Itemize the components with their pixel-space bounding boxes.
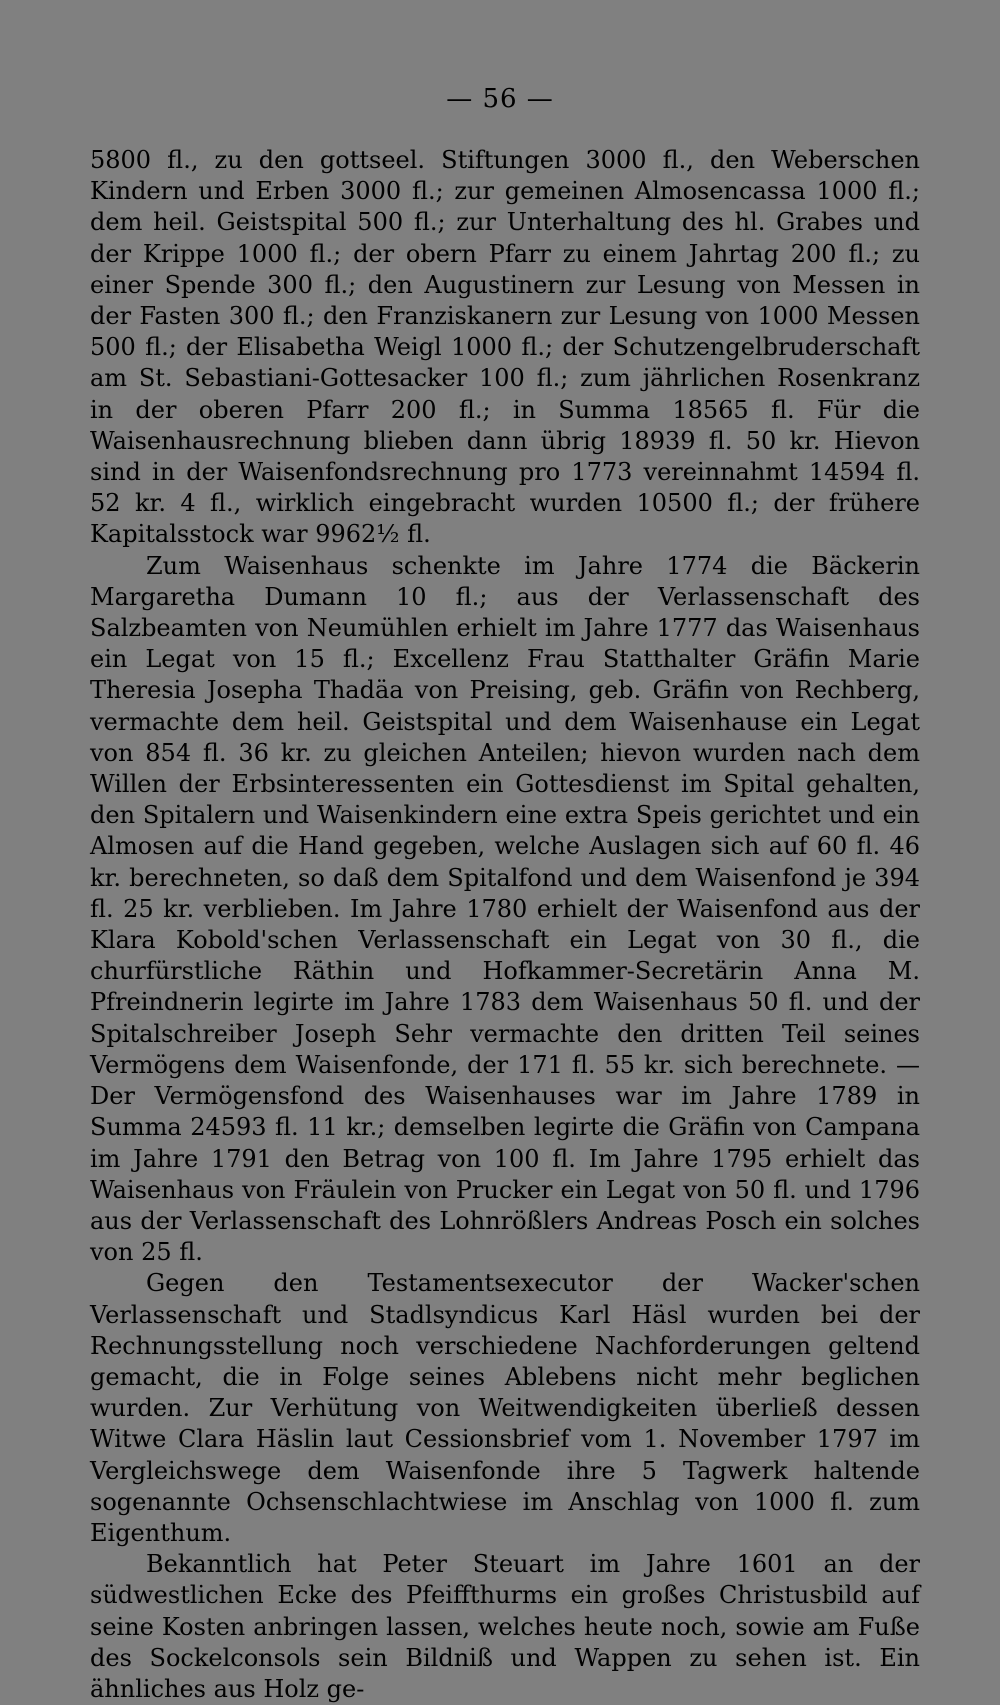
paragraph-1: 5800 fl., zu den gottseel. Stiftungen 3000 fl., den Weberschen Kindern und Erben 3000 fl.; zur gemeinen Almosencassa 1000 fl.; dem heil. Geistspital 500 fl.; zur Unterhaltung des hl. Grabes und der Krippe 1000 fl.; der obern Pfarr zu einem Jahrtag 200 fl.; zu einer Spende 300 fl.; den Augustinern zur Lesung von Messen in der Fasten 300 fl.; den Franziskanern zur Lesung von 1000 Messen 500 fl.; der Elisabetha Weigl 1000 fl.; der Schutzengelbruderschaft am St. Sebastiani-Gottesacker 100 fl.; zum jährlichen Rosenkranz in der oberen Pfarr 200 fl.; in Summa 18565 fl. Für die Waisenhausrechnung blieben dann übrig 18939 fl. 50 kr. Hievon sind in der Waisenfondsrechnung pro 1773 vereinnahmt 14594 fl. 52 kr. 4 fl., wirklich eingebracht wurden 10500 fl.; der frühere Kapitalsstock war 9962½ fl.: [90, 146, 920, 549]
body-text: [90, 145, 920, 1705]
page-number: — 56 —: [446, 84, 554, 114]
paragraph-3: Gegen den Testamentsexecutor der Wacker'schen Verlassenschaft und Stadlsyndicus Karl Häsl wurden bei der Rechnungsstellung noch verschiedene Nachforderungen geltend gemacht, die in Folge seines Ablebens nicht mehr beglichen wurden. Zur Verhütung von Weitwendigkeiten überließ dessen Witwe Clara Häslin laut Cessionsbrief vom 1. November 1797 im Vergleichswege dem Waisenfonde ihre 5 Tagwerk haltende sogenannte Ochsenschlachtwiese im Anschlag von 1000 fl. zum Eigenthum.: [90, 1269, 920, 1547]
paragraph-2: Zum Waisenhaus schenkte im Jahre 1774 die Bäckerin Margaretha Dumann 10 fl.; aus der Verlassenschaft des Salzbeamten von Neumühlen erhielt im Jahre 1777 das Waisenhaus ein Legat von 15 fl.; Excellenz Frau Statthalter Gräfin Marie Theresia Josepha Thadäa von Preising, geb. Gräfin von Rechberg, vermachte dem heil. Geistspital und dem Waisenhause ein Legat von 854 fl. 36 kr. zu gleichen Anteilen; hievon wurden nach dem Willen der Erbsinteressenten ein Gottesdienst im Spital gehalten, den Spitalern und Waisenkindern eine extra Speis gerichtet und ein Almosen auf die Hand gegeben, welche Auslagen sich auf 60 fl. 46 kr. berechneten, so daß dem Spitalfond und dem Waisenfond je 394 fl. 25 kr. verblieben. Im Jahre 1780 erhielt der Waisenfond aus der Klara Kobold'schen Verlassenschaft ein Legat von 30 fl., die churfürstliche Räthin und Hofkammer-Secretärin Anna M. Pfreindnerin legirte im Jahre 1783 dem Waisenhaus 50 fl. und der Spitalschreiber Joseph Sehr vermachte den dritten Teil seines Vermögens dem Waisenfonde, der 171 fl. 55 kr. sich berechnete. — Der Vermögensfond des Waisenhauses war im Jahre 1789 in Summa 24593 fl. 11 kr.; demselben legirte die Gräfin von Campana im Jahre 1791 den Betrag von 100 fl. Im Jahre 1795 erhielt das Waisenhaus von Fräulein von Prucker ein Legat von 50 fl. und 1796 aus der Verlassenschaft des Lohnrößlers Andreas Posch ein solches von 25 fl.: [90, 551, 920, 1267]
paragraph-4: Bekanntlich hat Peter Steuart im Jahre 1601 an der südwestlichen Ecke des Pfeiffthurms ein großes Christusbild auf seine Kosten anbringen lassen, welches heute noch, sowie am Fuße des Sockelconsols sein Bildniß und Wappen zu sehen ist. Ein ähnliches aus Holz ge-: [90, 1550, 920, 1703]
